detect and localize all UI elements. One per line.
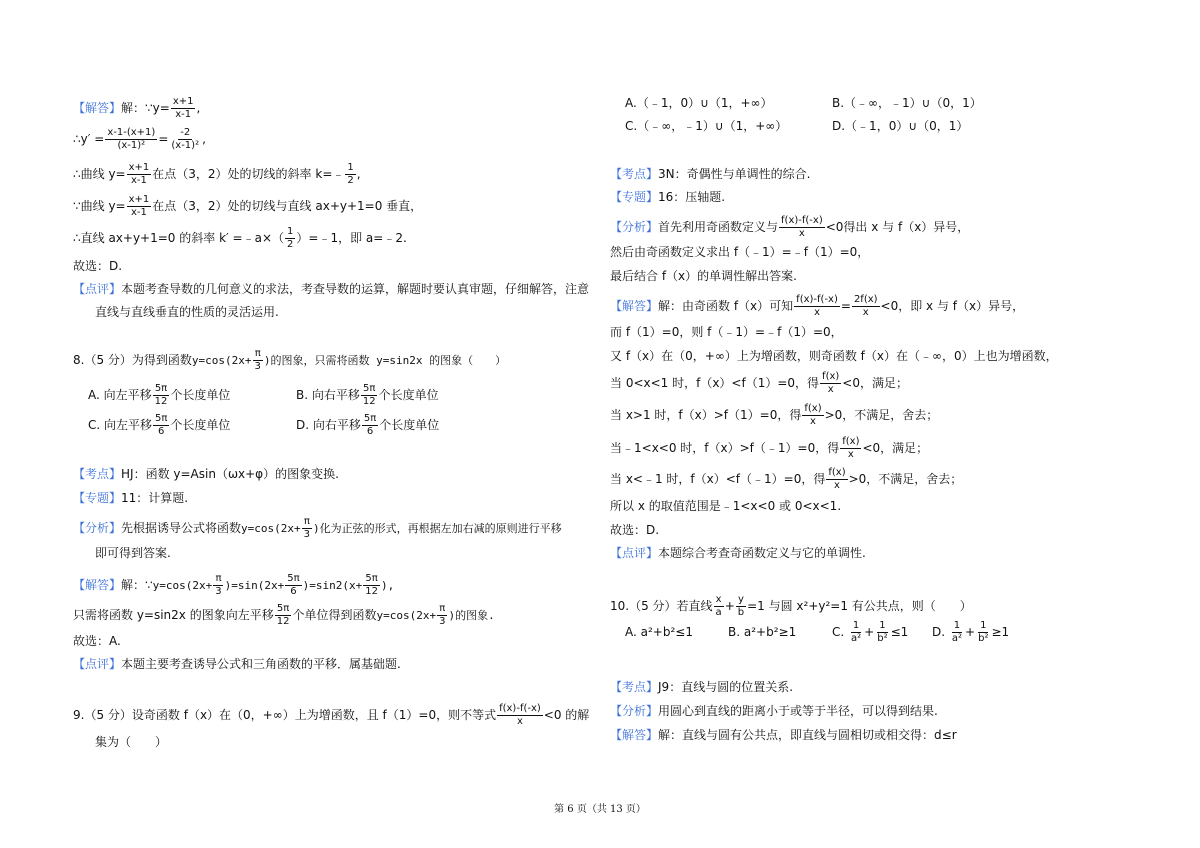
fraction: $\frac{5\pi}{12}$ [276,603,290,627]
fraction: $\frac{5\pi}{6}$ [287,573,300,597]
q10-option-b[interactable]: B. a²+b²≥1 [728,625,797,639]
fraction: $\frac{5\pi}{12}$ [154,383,168,407]
fraction: $\frac{x-1-(x+1)}{\text{(x-1)²}}$ [107,127,156,151]
fraction: $\frac{5\pi}{6}$ [363,413,377,437]
q7-comment: 【点评】本题考查导数的几何意义的求法，考查导数的运算，解题时要认真审题，仔细解答，注意 [73,282,590,296]
fraction: $\frac{5\pi}{12}$ [362,383,376,407]
q9-topic: 【专题】16：压轴题. [610,190,726,204]
fraction: $\frac{x+1}{x-1}$ [172,96,194,120]
q8-comment: 【点评】本题主要考查诱导公式和三角函数的平移．属基础题. [73,657,401,671]
q8-solution-line2: 只需将函数 y=sin2x 的图象向左平移 $\frac{5\pi}{12}$ 个单位得到函数y=cos(2x+ $\frac{\pi}{3}$ )的图象. [73,603,495,627]
fraction: $\frac{-2}{\text{(x-1)²}}$ [171,127,200,151]
q8-answer: 故选：A. [73,634,121,648]
fraction: $\frac{\pi}{3}$ [215,573,222,597]
fraction: $\frac{5\pi}{12}$ [365,573,378,597]
q7-perpendicular-line: ∵曲线 y= $\frac{x+1}{x-1}$ 在点（3，2）处的切线与直线 ax+y+1=0 垂直， [73,194,423,218]
fraction: $\frac{f(x)}{x}$ [822,371,840,395]
fraction: $\frac{f(x)-f(-x)}{x}$ [781,215,823,239]
q9-stem: 9.（5 分）设奇函数 f（x）在（0，+∞）上为增函数，且 f（1）=0，则不等式 $\frac{f(x)-f(-x)}{x}$ <0 的解 [73,703,590,727]
q8-option-d[interactable]: D. 向右平移 $\frac{5\pi}{6}$ 个长度单位 [296,413,440,437]
q9-case-1: 当 0<x<1 时，f（x）<f（1）=0，得 $\frac{f(x)}{x}$ <0，满足； [610,371,908,395]
q9-analysis-line2: 然后由奇函数定义求出 f（﹣1）=﹣f（1）=0， [610,245,870,259]
q10-option-c[interactable]: C. $\frac{1}{\text{a²}}$ + $\frac{1}{\text{b²}}$ ≤1 [832,620,909,644]
fraction: $\frac{\pi}{3}$ [254,348,261,372]
q9-solution-line6: 又 f（x）在（0，+∞）上为增函数，则奇函数 f（x）在（﹣∞，0）上也为增函数， [610,349,1058,363]
fraction: $\frac{5\pi}{6}$ [155,413,168,437]
q8-solution: 【解答】解：∵y=cos(2x+ $\frac{\pi}{3}$ )=sin(2x+ $\frac{5\pi}{6}$ )=sin2(x+ $\frac{5\pi}{12}$ ), [73,573,395,597]
comment-tag: 【点评】 [73,282,122,296]
q10-analysis: 【分析】用圆心到直线的距离小于或等于半径，可以得到结果. [610,704,938,718]
q9-option-a[interactable]: A.（﹣1，0）∪（1，+∞） [625,96,773,110]
q9-analysis-line3: 最后结合 f（x）的单调性解出答案. [610,269,797,283]
q9-stem-cont: 集为（ ） [95,735,168,749]
q7-slope-line: ∴曲线 y= $\frac{x+1}{x-1}$ 在点（3，2）处的切线的斜率 k=﹣ $\frac{1}{2}$ , [73,162,361,186]
q9-case-2: 当 x>1 时，f（x）>f（1）=0，得 $\frac{f(x)}{x}$ >0，不满足，舍去； [610,403,939,427]
q8-option-b[interactable]: B. 向右平移 $\frac{5\pi}{12}$ 个长度单位 [296,383,439,407]
q9-option-c[interactable]: C.（﹣∞，﹣1）∪（1，+∞） [625,119,788,133]
q9-analysis: 【分析】首先利用奇函数定义与 $\frac{f(x)-f(-x)}{x}$ <0得出 x 与 f（x）异号， [610,215,970,239]
fraction: $\frac{1}{\text{a²}}$ [951,620,963,644]
q7-derivative-line: ∴y′ = $\frac{x-1-(x+1)}{\text{(x-1)²}}$ = $\frac{-2}{\text{(x-1)²}}$ , [73,127,206,151]
q7-answer: 故选：D. [73,259,123,273]
q10-knowledge-point: 【考点】J9：直线与圆的位置关系. [610,680,794,694]
q9-knowledge-point: 【考点】3N：奇偶性与单调性的综合. [610,167,811,181]
q8-stem: 8.（5 分）为得到函数y=cos(2x+ $\frac{\pi}{3}$ )的图象，只需将函数 y=sin2x 的图象（ ） [73,348,507,372]
fraction: $\frac{f(x)-f(-x)}{x}$ [499,703,541,727]
q9-case-4: 当 x<﹣1 时，f（x）<f（﹣1）=0，得 $\frac{f(x)}{x}$ >0，不满足，舍去； [610,467,963,491]
fraction: $\frac{x}{a}$ [715,594,722,618]
q8-analysis: 【分析】先根据诱导公式将函数y=cos(2x+ $\frac{\pi}{3}$ )化为正弦的形式，再根据左加右减的原则进行平移 [73,516,562,540]
fraction: $\frac{x+1}{x-1}$ [128,194,150,218]
q9-option-b[interactable]: B.（﹣∞，﹣1）∪（0，1） [832,96,982,110]
q8-topic: 【专题】11：计算题. [73,491,189,505]
fraction: $\frac{f(x)}{x}$ [828,467,846,491]
solution-tag: 【解答】 [73,101,122,115]
q9-case-3: 当﹣1<x<0 时，f（x）>f（﹣1）=0，得 $\frac{f(x)}{x}$ <0，满足； [610,436,929,460]
fraction: $\frac{f(x)-f(-x)}{x}$ [796,294,838,318]
fraction: $\frac{\pi}{3}$ [439,603,446,627]
q10-option-a[interactable]: A. a²+b²≤1 [625,625,693,639]
q10-stem: 10.（5 分）若直线 $\frac{x}{a}$ + $\frac{y}{b}$ =1 与圆 x²+y²=1 有公共点，则（ ） [610,594,972,618]
q10-option-d[interactable]: D. $\frac{1}{\text{a²}}$ + $\frac{1}{\text{b²}}$ ≥1 [932,620,1010,644]
q9-range: 所以 x 的取值范围是﹣1<x<0 或 0<x<1. [610,499,842,513]
q7-result-line: ∴直线 ax+y+1=0 的斜率 k′ =﹣a×（ $\frac{1}{2}$ ）=﹣1，即 a=﹣2. [73,226,407,250]
q9-solution-line5: 而 f（1）=0，则 f（﹣1）=﹣f（1）=0， [610,325,843,339]
q7-solution-line1: 【解答】解：∵y= $\frac{x+1}{x-1}$ , [73,96,201,120]
fraction: $\frac{1}{\text{a²}}$ [851,620,862,644]
fraction: $\frac{2f(x)}{x}$ [853,294,878,318]
q10-solution: 【解答】解：直线与圆有公共点，即直线与圆相切或相交得：d≤r [610,728,957,742]
q9-answer: 故选：D. [610,523,660,537]
fraction: $\frac{1}{2}$ [287,226,294,250]
fraction: $\frac{1}{\text{b²}}$ [978,620,989,644]
q8-option-c[interactable]: C. 向左平移 $\frac{5\pi}{6}$ 个长度单位 [88,413,231,437]
fraction: $\frac{\pi}{3}$ [303,516,311,540]
q8-option-a[interactable]: A. 向左平移 $\frac{5\pi}{12}$ 个长度单位 [88,383,231,407]
page-footer: 第 6 页（共 13 页） [554,804,646,815]
fraction: $\frac{f(x)}{x}$ [804,403,822,427]
fraction: $\frac{y}{b}$ [737,594,745,618]
fraction: $\frac{f(x)}{x}$ [842,436,860,460]
q7-comment-cont: 直线与直线垂直的性质的灵活运用. [95,305,279,319]
q8-analysis-cont: 即可得到答案. [95,546,171,560]
fraction: $\frac{1}{\text{b²}}$ [877,620,888,644]
fraction: $\frac{x+1}{x-1}$ [128,162,150,186]
q9-comment: 【点评】本题综合考查奇函数定义与它的单调性. [610,546,866,560]
q9-option-d[interactable]: D.（﹣1，0）∪（0，1） [832,119,969,133]
q9-solution: 【解答】解：由奇函数 f（x）可知 $\frac{f(x)-f(-x)}{x}$ = $\frac{2f(x)}{x}$ <0，即 x 与 f（x）异号， [610,294,1025,318]
q8-knowledge-point: 【考点】HJ：函数 y=Asin（ωx+φ）的图象变换. [73,467,339,481]
fraction: $\frac{1}{2}$ [347,162,354,186]
